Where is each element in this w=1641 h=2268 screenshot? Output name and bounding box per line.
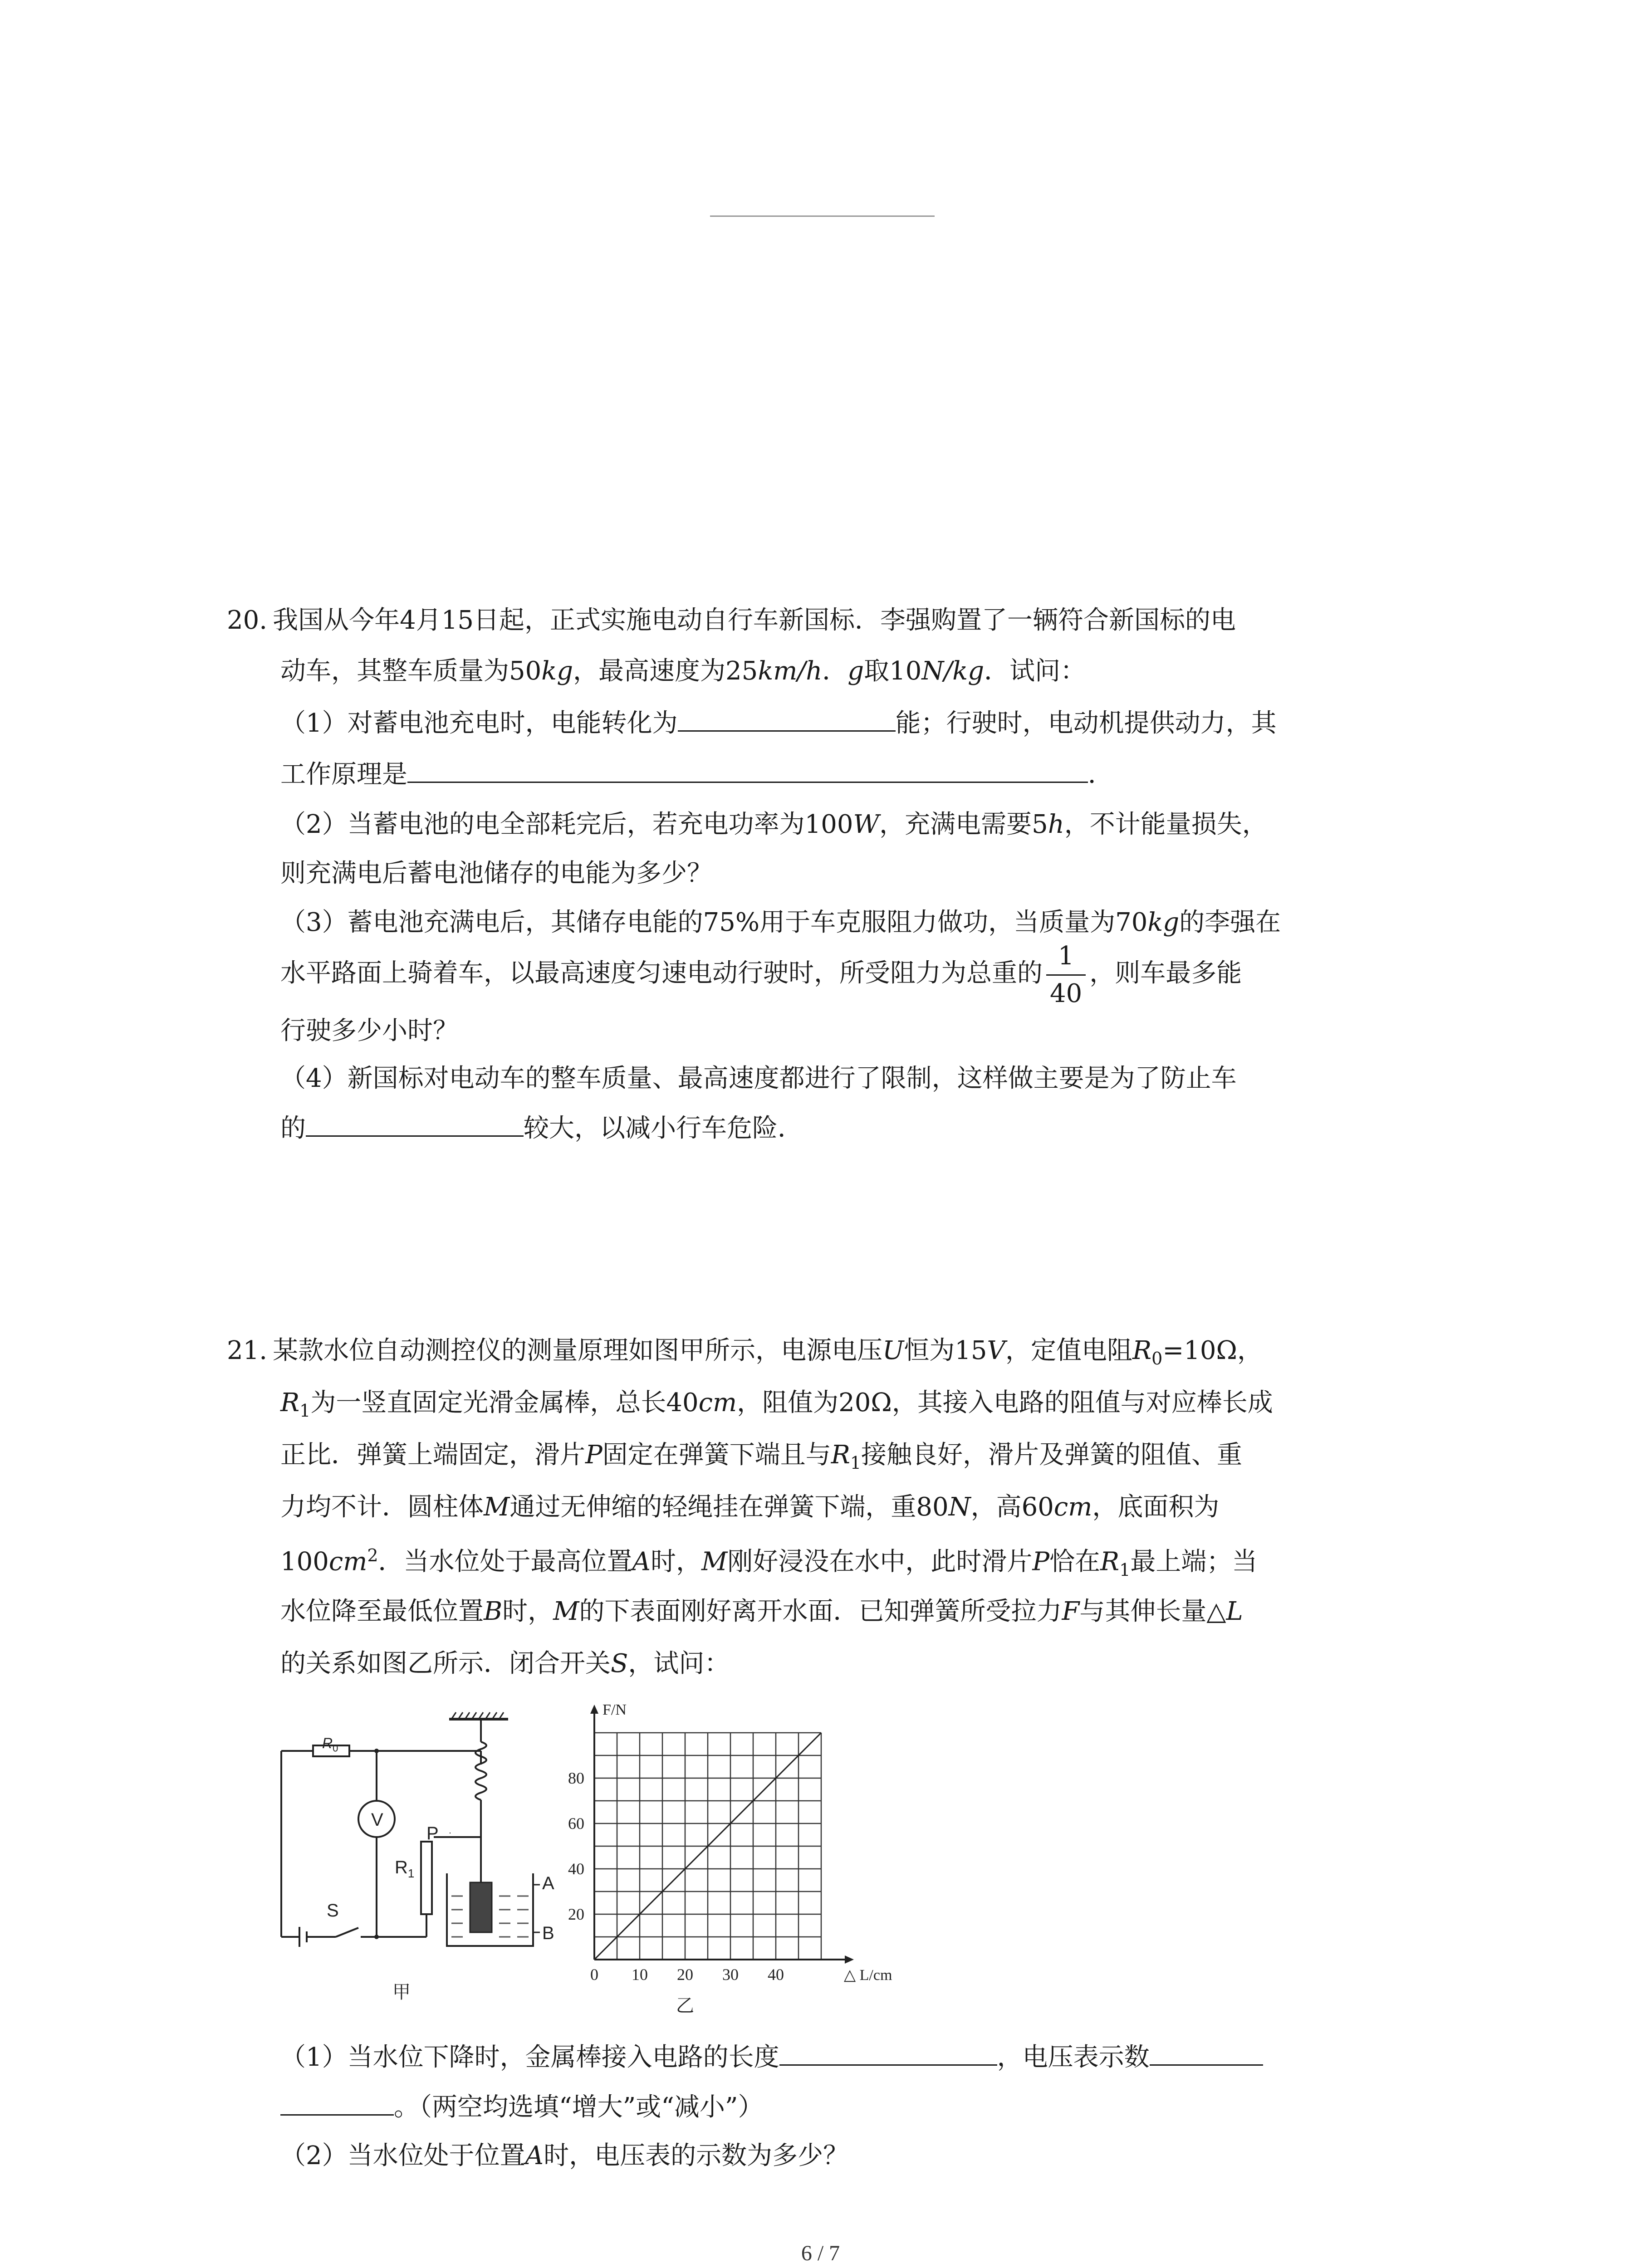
fraction: $\frac{1}{40}$ (1046, 943, 1086, 1007)
y-tick-label: 20 (568, 1905, 584, 1923)
q20-part-3-cont2: 行驶多少小时？ (280, 1016, 458, 1046)
q20-part-4: （4）新国标对电动车的整车质量、最高速度都进行了限制，这样做主要是为了防止车 (280, 1064, 1237, 1093)
resistor-r1 (421, 1842, 432, 1914)
answer-blank[interactable] (280, 2093, 394, 2116)
answer-blank[interactable] (1150, 2043, 1263, 2066)
q21-part-2: （2）当水位处于位置A时，电压表的示数为多少？ (280, 2141, 849, 2170)
answer-blank[interactable] (678, 709, 896, 732)
label-p: P (426, 1823, 439, 1843)
header-rule (710, 215, 935, 217)
q20-part-1-cont: 工作原理是 ． (280, 760, 1113, 789)
caption-yi: 乙 (676, 1995, 694, 2016)
q21-line-4: 力均不计．圆柱体M通过无伸缩的轻绳挂在弹簧下端，重80N，高60cm，底面积为 (280, 1492, 1220, 1522)
q21-line-2: $R_1$为一竖直固定光滑金属棒，总长40cm，阻值为20Ω，其接入电路的阻值与对应棒长成 (280, 1388, 1273, 1421)
x-axis-label: △ L/cm (844, 1967, 892, 1984)
q21-part-1: （1）当水位下降时，金属棒接入电路的长度 ，电压表示数 (280, 2043, 1263, 2070)
q21-line-5: $100cm^2$．当水位处于最高位置A时，M刚好浸没在水中，此时滑片P恰在$R_1$最上端；当 (280, 1545, 1258, 1580)
q20-line-1: 20. 我国从今年4月15日起，正式实施电动自行车新国标．李强购置了一辆符合新国标的电 (227, 606, 1236, 635)
x-tick-label: 10 (632, 1965, 648, 1984)
switch-s (336, 1928, 358, 1937)
x-tick-label: 40 (768, 1965, 784, 1984)
label-s: S (327, 1901, 339, 1921)
y-axis-arrow (590, 1705, 598, 1714)
q21-line-3: 正比．弹簧上端固定，滑片P固定在弹簧下端且与$R_1$接触良好，滑片及弹簧的阻值、重 (280, 1440, 1243, 1473)
q20-part-2: （2）当蓄电池的电全部耗完后，若充电功率为100W，充满电需要5h，不计能量损失， (280, 810, 1268, 839)
label-a: A (542, 1873, 554, 1893)
y-tick-label: 60 (568, 1814, 584, 1833)
y-tick-label: 40 (568, 1860, 584, 1878)
x-tick-label: 20 (677, 1965, 693, 1984)
y-tick-label: 80 (568, 1769, 584, 1787)
q20-part-4-cont: 的 较大，以减小行车危险． (280, 1114, 803, 1143)
y-axis-label: F/N (603, 1701, 627, 1718)
q20-part-1: （1）对蓄电池充电时，电能转化为 能；行驶时，电动机提供动力，其 (280, 709, 1277, 738)
x-axis-arrow (845, 1955, 854, 1964)
q21-line-7: 的关系如图乙所示．闭合开关S，试问： (280, 1649, 730, 1678)
caption-jia: 甲 (392, 1982, 411, 2002)
label-voltmeter: V (371, 1810, 383, 1830)
x-tick-label: 30 (722, 1965, 739, 1984)
q20-line-2: 动车，其整车质量为50kg，最高速度为25km/h．g取10N/kg．试问： (280, 656, 1086, 686)
x-tick-label: 0 (590, 1965, 598, 1984)
answer-blank[interactable] (407, 761, 1088, 783)
label-r0: $R_0$ (322, 1735, 338, 1754)
page-number: 6 / 7 (801, 2241, 840, 2265)
answer-blank[interactable] (779, 2043, 997, 2066)
label-r1: $R_1$ (395, 1857, 415, 1880)
q20-part-3-cont: 水平路面上骑着车，以最高速度匀速电动行驶时，所受阻力为总重的 $\frac{1}{40}$ ，则车最多能 (280, 941, 1242, 1008)
cylinder-m (470, 1882, 492, 1932)
q21-line-1: 21. 某款水位自动测控仪的测量原理如图甲所示，电源电压U恒为15V，定值电阻$R_0=10\Omega$， (227, 1336, 1263, 1369)
q20-part-2-cont: 则充满电后蓄电池储存的电能为多少？ (280, 859, 712, 888)
answer-blank[interactable] (306, 1114, 524, 1137)
q20-part-3: （3）蓄电池充满电后，其储存电能的75%用于车克服阻力做功，当质量为70kg的李强在 (280, 908, 1281, 937)
q21-line-6: 水位降至最低位置B时，M的下表面刚好离开水面．已知弹簧所受拉力F与其伸长量△L (280, 1597, 1243, 1626)
label-b: B (542, 1923, 554, 1943)
force-extension-chart (544, 1678, 953, 2032)
q21-part-1-cont: 。（两空均选填“增大”或“减小”） (280, 2093, 764, 2120)
